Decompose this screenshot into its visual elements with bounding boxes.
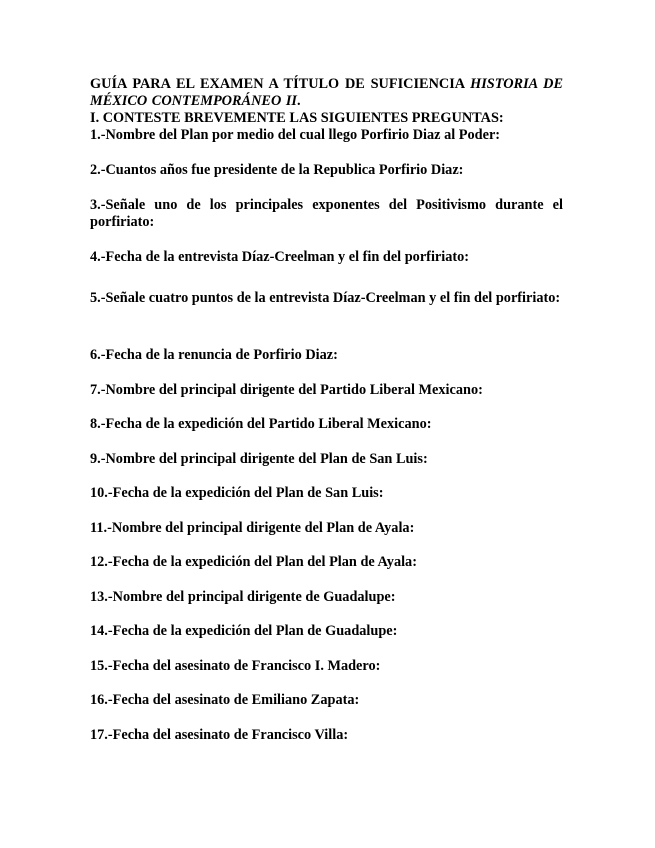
question-12: 12.-Fecha de la expedición del Plan del Plan de Ayala: bbox=[90, 554, 417, 570]
question-2: 2.-Cuantos años fue presidente de la Republica Porfirio Diaz: bbox=[90, 162, 464, 178]
question-16: 16.-Fecha del asesinato de Emiliano Zapata: bbox=[90, 692, 360, 708]
title-italic-text: HISTORIA DE MÉXICO CONTEMPORÁNEO II bbox=[90, 76, 564, 109]
question-1: 1.-Nombre del Plan por medio del cual llego Porfirio Diaz al Poder: bbox=[90, 127, 501, 143]
document-title bbox=[90, 76, 563, 110]
instruction-heading: I. CONTESTE BREVEMENTE LAS SIGUIENTES PREGUNTAS: bbox=[90, 110, 504, 126]
question-7: 7.-Nombre del principal dirigente del Partido Liberal Mexicano: bbox=[90, 382, 483, 398]
question-8: 8.-Fecha de la expedición del Partido Liberal Mexicano: bbox=[90, 416, 432, 432]
question-14: 14.-Fecha de la expedición del Plan de Guadalupe: bbox=[90, 623, 398, 639]
question-11: 11.-Nombre del principal dirigente del Plan de Ayala: bbox=[90, 520, 415, 536]
title-text: GUÍA PARA EL EXAMEN A TÍTULO DE SUFICIENCIA bbox=[90, 76, 471, 92]
question-17: 17.-Fecha del asesinato de Francisco Villa: bbox=[90, 727, 349, 743]
question-3: 3.-Señale uno de los principales exponentes del Positivismo durante el porfiriato: bbox=[90, 197, 563, 230]
question-13: 13.-Nombre del principal dirigente de Guadalupe: bbox=[90, 589, 396, 605]
question-10: 10.-Fecha de la expedición del Plan de San Luis: bbox=[90, 485, 384, 501]
question-4: 4.-Fecha de la entrevista Díaz-Creelman y el fin del porfiriato: bbox=[90, 249, 470, 265]
question-6: 6.-Fecha de la renuncia de Porfirio Diaz: bbox=[90, 347, 338, 363]
title-end: . bbox=[296, 93, 301, 109]
question-5: 5.-Señale cuatro puntos de la entrevista Díaz-Creelman y el fin del porfiriato: bbox=[90, 290, 561, 306]
question-15: 15.-Fecha del asesinato de Francisco I. Madero: bbox=[90, 658, 381, 674]
question-9: 9.-Nombre del principal dirigente del Plan de San Luis: bbox=[90, 451, 428, 467]
